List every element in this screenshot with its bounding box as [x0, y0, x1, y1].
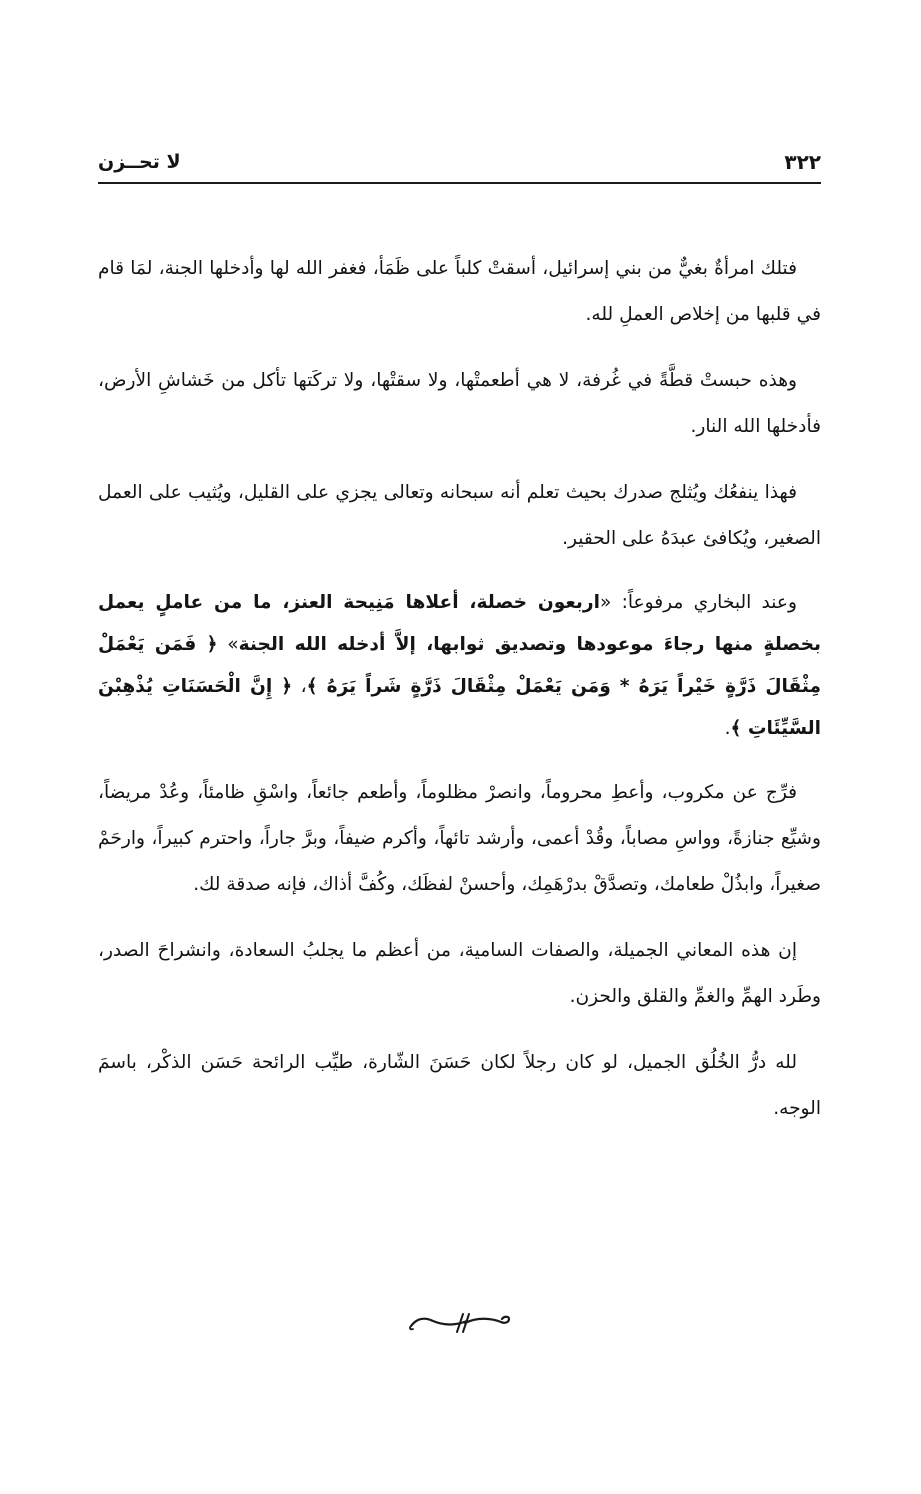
hadith-intro: وعند البخاري مرفوعاً: « [599, 592, 797, 613]
paragraph-small-deeds: فهذا ينفعُك ويُثلج صدرك بحيث تعلم أنه سبحانه وتعالى يجزي على القليل، ويُثيب على العمل الصغير، ويُكافئ عبدَهُ على الحقير. [98, 482, 821, 549]
paragraph-prostitute-dog: فتلك امرأةٌ بغيٌّ من بني إسرائيل، أسقتْ كلباً على ظَمَأ، فغفر الله لها وأدخلها الجنة، لمَا قام في قلبها من إخلاص العملِ لله. [98, 258, 821, 325]
paragraph-good-character: لله درُّ الخُلُق الجميل، لو كان رجلاً لكان حَسَنَ الشّارة، طيِّب الرائحة حَسَن الذكْر، باسمَ الوجه. [98, 1052, 821, 1119]
paragraph-woman-cat: وهذه حبستْ قطَّةً في غُرفة، لا هي أطعمتْها، ولا سقتْها، ولا تركَتها تأكل من خَشاشِ الأرض، فأدخلها الله النار. [98, 370, 821, 437]
paragraph-hadith-forty-traits [98, 582, 821, 750]
page-number: ٣٢٢ [784, 150, 821, 174]
hadith-close: » [217, 634, 239, 655]
decorative-divider-icon [405, 1308, 515, 1336]
page-body [98, 246, 821, 1152]
verse-separator: ، [292, 676, 307, 697]
quran-verse-hud: ﴿ إِنَّ الْحَسَنَاتِ يُذْهِبْنَ السَّيِّئَاتِ ﴾ [98, 676, 821, 739]
page-header [98, 148, 821, 184]
paragraph-good-deeds-list: فرِّج عن مكروب، وأعطِ محروماً، وانصرْ مظلوماً، وأطعم جائعاً، واسْقِ ظامئاً، وعُدْ مريضاً، وشيِّع جنازةً، وواسِ مصاباً، وقُدْ أعمى، وأرشد تائهاً، وأكرم ضيفاً، وبرَّ جاراً، واحترم كبيراً، وارحَمْ صغيراً، وابذُلْ طعامك، وتصدَّقْ بدرْهَمِك، وأحسنْ لفظَك، وكُفَّ أذاك، فإنه صدقة لك. [98, 782, 821, 895]
paragraph-end: . [724, 718, 731, 739]
running-title: لا تحــزن [98, 151, 181, 173]
paragraph-happiness: إن هذه المعاني الجميلة، والصفات السامية، من أعظم ما يجلبُ السعادة، وانشراحَ الصدر، وطَرد الهمِّ والغمِّ والقلق والحزن. [98, 940, 821, 1007]
quran-verse-zalzalah: ﴿ فَمَن يَعْمَلْ مِثْقَالَ ذَرَّةٍ خَيْراً يَرَهُ * وَمَن يَعْمَلْ مِثْقَالَ ذَرَّةٍ شَراً يَرَهُ ﴾ [98, 634, 821, 697]
hadith-text: اربعون خصلة، أعلاها مَنِيحة العنز، ما من عاملٍ يعمل بخصلةٍ منها رجاءَ موعودها وتصديق ثوابها، إلاَّ أدخله الله الجنة [98, 592, 821, 655]
